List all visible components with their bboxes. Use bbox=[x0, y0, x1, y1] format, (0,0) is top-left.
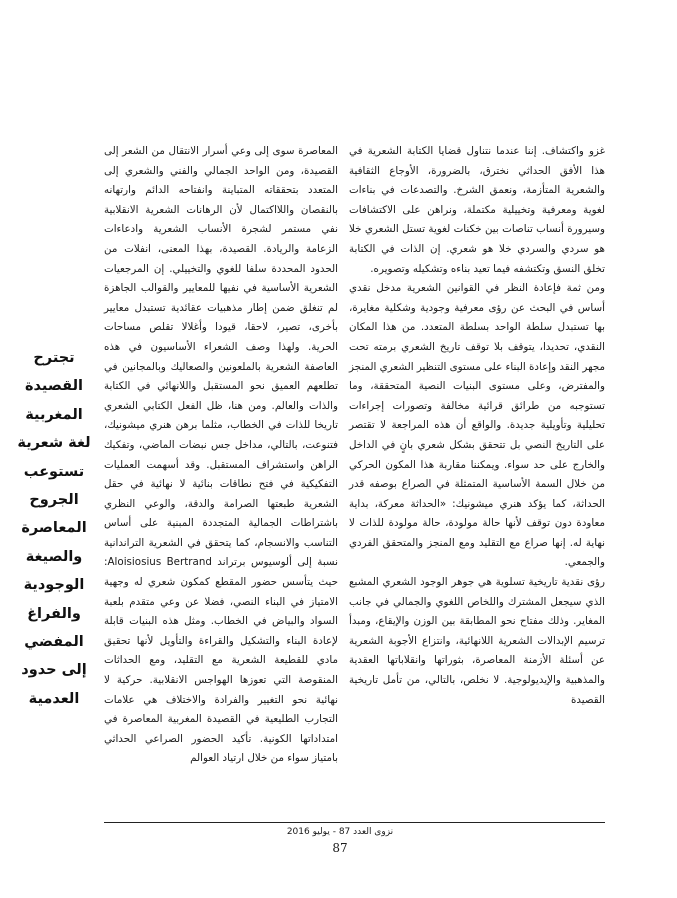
footer-issue-label: نزوى العدد 87 - يوليو 2016 bbox=[286, 827, 394, 837]
pull-quote-line: تجترح bbox=[33, 350, 75, 366]
article-column-middle bbox=[104, 142, 338, 769]
pull-quote-line: المعاصرة bbox=[21, 520, 87, 537]
pull-quote bbox=[12, 344, 96, 713]
pull-quote-line: المغربية bbox=[25, 406, 83, 423]
pull-quote-line: لغة شعرية bbox=[17, 435, 91, 452]
pull-quote-line: الجروح bbox=[29, 492, 79, 509]
pull-quote-line: العدمية bbox=[28, 690, 80, 707]
paragraph: غزو واكتشاف. إننا عندما نتناول قضايا الكتابة الشعرية في هذا الأفق الحداثي نخترق، بالضرورة، الأوجاع الثقافية والشعرية المتأزمة، ونعمق الشرخ. والتصدعات في بناءات لغوية ومعرفية وتخييلية مكتملة، ونراهن على الاكتشافات وسيرورة أنساب تناصات بين خكنات لغوية تستل الشعري خلا هو سردي والسردي خلا هو شعري. إن الذات في الكتابة تخلق النسق وتكتشفه فيما تعيد بناءه وتشكيله وتصويره. bbox=[349, 145, 605, 275]
pull-quote-line: والصيغة bbox=[25, 548, 83, 565]
page-number: 87 bbox=[332, 841, 348, 855]
paragraph: ومن ثمة فإعادة النظر في القوانين الشعرية مدخل نقدي أساس في البحث عن رؤى معرفية وجودية وشكلية مغايرة، بها تستبدل سلطة الواحد بسلطة المتعدد. من هذا المكان النقدي، تحديدا، يتوقف بلا توقف تاريخ الشعري برمته تحت مجهر النقد وإعادة البناء على مستوى التنظير الشعري المنجز والمفترض، وعلى مستوى البنيات النصية المتحققة، وما تستوجبه من طرائق قرائية مخالفة وتصورات إجراءات تحليلية وتأويلية جديدة. والواقع أن هذه المراجعة لا تقتصر على التاريخ النصي بل تتحقق بشكل شعري بانٍ في الداخل والخارج على حد سواء. ويمكننا مقاربة هذا المكون الحركي من خلال السمة الأساسية المتمثلة في الصراع بوصفه قدر الحداثة، كما يؤكد هنري ميشونيك: «الحداثة معركة، بداية معاودة دون توقف لأنها حالة مولودة، حالة مولودة للذات لا نهاية له. إنها صراع مع التقليد ومع المنجز والمتحقق الفردي والجمعي. bbox=[349, 282, 605, 569]
paragraph: المعاصرة سوى إلى وعي أسرار الانتقال من الشعر إلى القصيدة، ومن الواحد الجمالي والفني والشعري إلى المتعدد بتحققاته المتباينة وانفتاحه الدائم وارتهانه بالنقصان واللااكتمال لأن الرهانات الشعرية الانقلابية نفي مستمر لشجرة الأنساب الشعرية وادعاءات الزعامة والريادة. القصيدة، بهذا المعنى، انفلات من الحدود المحددة سلفا للغوي والتخييلي. إن المرجعيات الشعرية الأساسية في نفيها للمعايير والقوالب الجاهزة لم تنغلق ضمن إطار مذهبيات عقائدية تستبدل معايير بأخرى، تصير، لاحقا، قيودا وأغلالا تقلص مساحات الحرية. ولهذا وصف الشعراء الأساسيون في هذه العاصفة الشعرية بالملعونين والصعاليك وبالمجانين في تطلعهم العميق نحو المستقبل واللانهائي في الكتابة والذات والعالم. ومن هنا، ظل الفعل الكتابي الشعري تاريخا للذات في الخطاب، مثلما برهن هنري ميشونيك، فتنوعت، بالتالي، مداخل جس نبضات الماضي، وتفكيك الراهن واستشراف المستقبل. وقد أسهمت العمليات التفكيكية في فتح نطاقات بنائية لا نهائية في حقل الشعرية طبعتها الصرامة والدقة، والوعي النظري باشتراطات الجمالية المتجددة المبنية على أساس التناسب والانسجام، كما يتحقق في الشعرية التراندانية نسبة إلى ألوسيوس برتراند Aloisiosius Bertrand: حيث يتأسس حضور المقطع كمكون شعري له وجهية الامتياز في البناء النصي، فضلا عن وعي متقدم بلعبة السواد والبياض في الخطاب. ومثل هذه البنيات قابلة لإعادة البناء والتشكيل والقراءة والتأويل لأنها تحقيق مادي للقطيعة الشعرية مع التقليد، ومع الحداثات المنقوصة التي تعوزها الهواجس الانقلابية. حركية لا نهائية نحو التغيير والفرادة والاختلاف هي علامات التجارب الطليعية في القصيدة المغربية المعاصرة في امتداداتها الكونية. تأكيد الحضور الصراعي الحداثي بامتياز سواء من خلال ارتياد العوالم bbox=[104, 145, 338, 765]
pull-quote-line: والفراغ bbox=[27, 605, 81, 622]
paragraph: رؤى نقدية تاريخية تسلوية هي جوهر الوجود الشعري المشبع الذي سيجعل المشترك واللخاص اللغوي والجمالي في جانب المغاير. وذلك مفتاح نحو المطابقة بين الوزن والإيقاع، ومبدأ ترسيم الإبدالات الشعرية اللانهائية، وانتزاع الأجوبة الشعرية عن أسئلة الأزمنة المعاصرة، بثوراتها وانقلاباتها العقدية والمذهبية والإيديولوجية. لا نخلص، بالتالي، من تأمل تاريخية القصيدة bbox=[349, 576, 605, 706]
pull-quote-line: القصيدة bbox=[25, 378, 83, 395]
pull-quote-line: الوجودية bbox=[23, 577, 85, 594]
article-column-right bbox=[349, 142, 605, 710]
pull-quote-line: تستوعب bbox=[23, 463, 85, 480]
footer-rule bbox=[104, 822, 605, 823]
pull-quote-line: المفضي bbox=[24, 634, 84, 651]
pull-quote-line: إلى حدود bbox=[21, 662, 87, 679]
